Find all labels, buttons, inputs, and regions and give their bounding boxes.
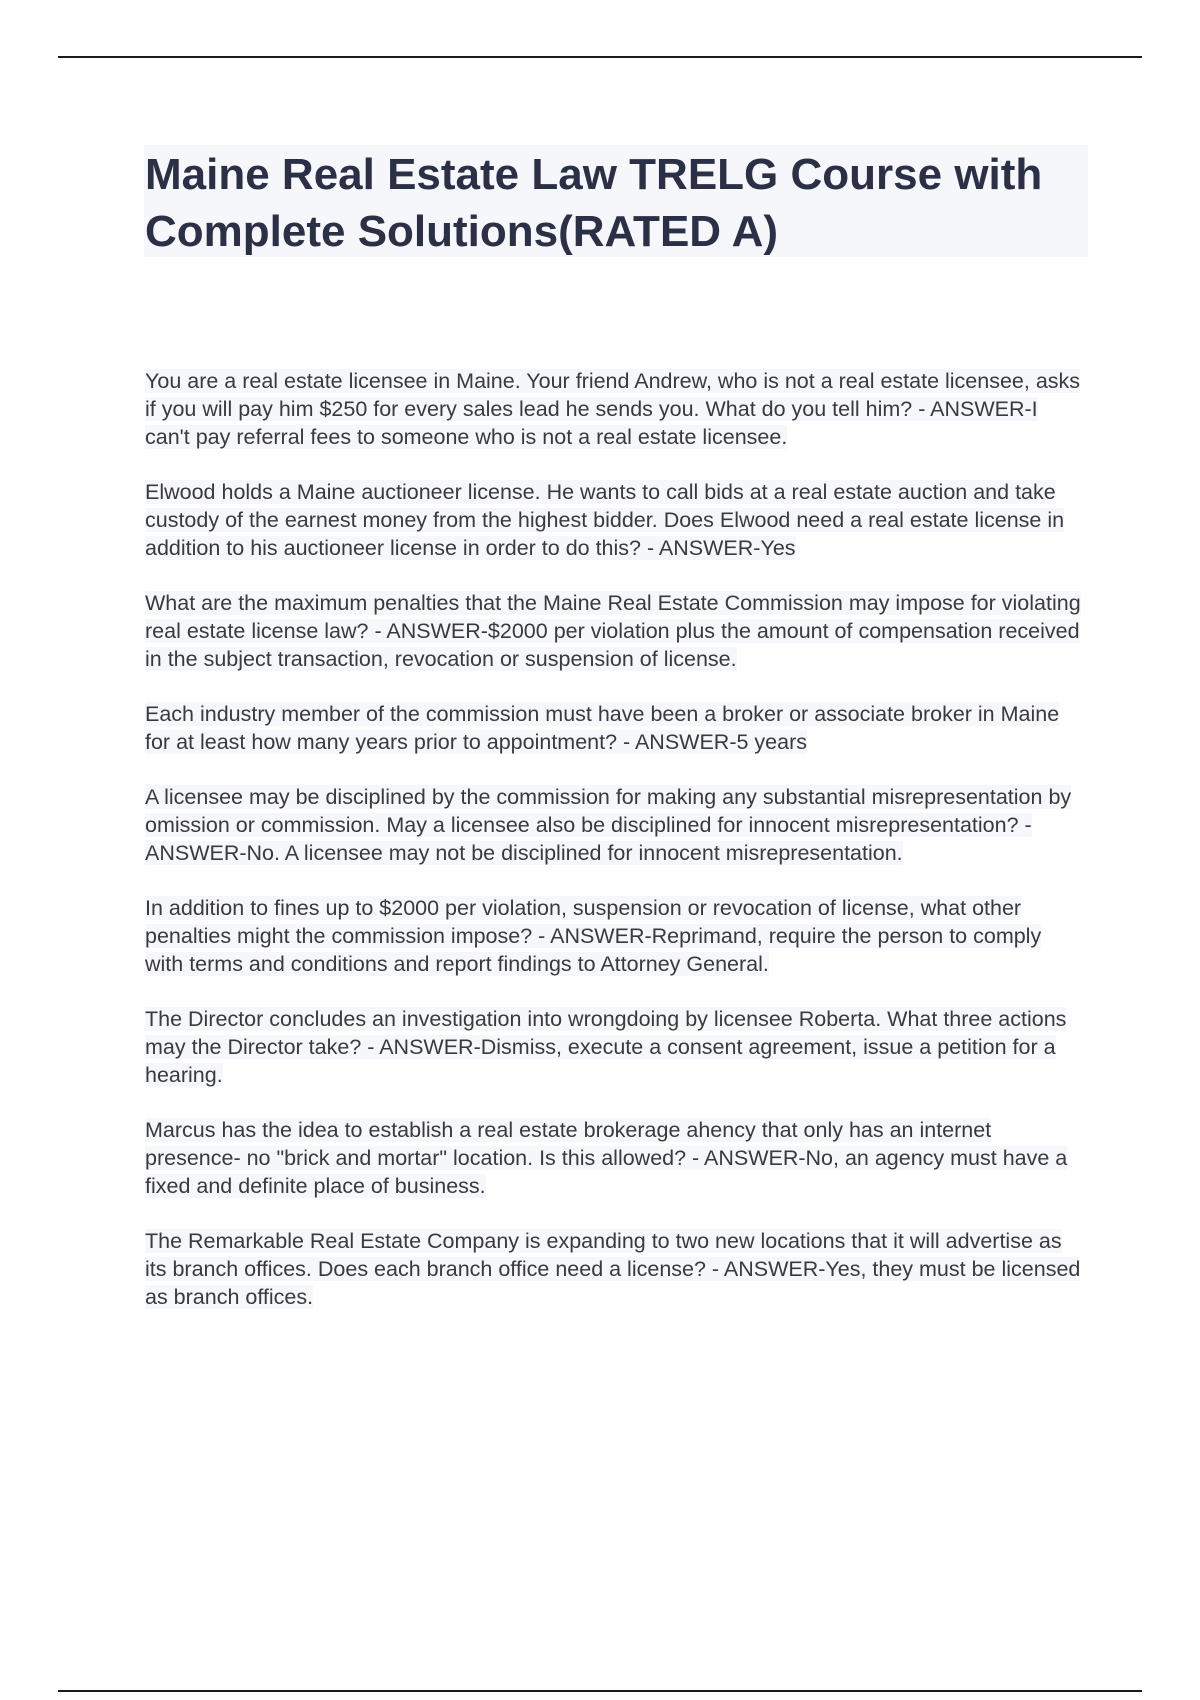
qa-text: Each industry member of the commission must have been a broker or associate broker in Maine for at least how many years prior to appointment? - ANSWER-5 years xyxy=(145,702,1060,754)
qa-item xyxy=(145,367,1085,451)
qa-text: Elwood holds a Maine auctioneer license. He wants to call bids at a real estate auction and take custody of the earnest money from the highest bidder. Does Elwood need a real estate license in addition to his auctioneer license in order to do this? - ANSWER-Yes xyxy=(145,480,1065,560)
document-title: Maine Real Estate Law TRELG Course with Complete Solutions(RATED A) xyxy=(145,150,1043,256)
qa-list xyxy=(145,367,1085,1338)
qa-text: In addition to fines up to $2000 per violation, suspension or revocation of license, what other penalties might the commission impose? - ANSWER-Reprimand, require the person to comply with terms and conditions and report findings to Attorney General. xyxy=(145,896,1042,976)
qa-text: Marcus has the idea to establish a real estate brokerage ahency that only has an internet presence- no "brick and mortar" location. Is this allowed? - ANSWER-No, an agency must have a fixed and definite place of business. xyxy=(145,1118,1068,1198)
qa-item xyxy=(145,783,1085,867)
qa-item xyxy=(145,1116,1085,1200)
qa-text: A licensee may be disciplined by the commission for making any substantial misrepresentation by omission or commission. May a licensee also be disciplined for innocent misrepresentation? - ANSWER-No. A licensee may not be disciplined for innocent misrepresentation. xyxy=(145,785,1072,865)
qa-item xyxy=(145,478,1085,562)
qa-item xyxy=(145,589,1085,673)
qa-text: You are a real estate licensee in Maine. Your friend Andrew, who is not a real estate licensee, asks if you will pay him $250 for every sales lead he sends you. What do you tell him? - ANSWER-I can't pay referral fees to someone who is not a real estate licensee. xyxy=(145,369,1081,449)
qa-item xyxy=(145,1005,1085,1089)
qa-item xyxy=(145,700,1085,756)
qa-text: The Remarkable Real Estate Company is expanding to two new locations that it will advertise as its branch offices. Does each branch office need a license? - ANSWER-Yes, they must be licensed as branch offices. xyxy=(145,1229,1081,1309)
qa-item xyxy=(145,894,1085,978)
bottom-divider xyxy=(58,1690,1142,1692)
qa-text: The Director concludes an investigation into wrongdoing by licensee Roberta. What three actions may the Director take? - ANSWER-Dismiss, execute a consent agreement, issue a petition for a hearing. xyxy=(145,1007,1067,1087)
top-divider xyxy=(58,56,1142,58)
qa-text: What are the maximum penalties that the Maine Real Estate Commission may impose for violating real estate license law? - ANSWER-$2000 per violation plus the amount of compensation received in the subject transaction, revocation or suspension of license. xyxy=(145,591,1081,671)
qa-item xyxy=(145,1227,1085,1311)
